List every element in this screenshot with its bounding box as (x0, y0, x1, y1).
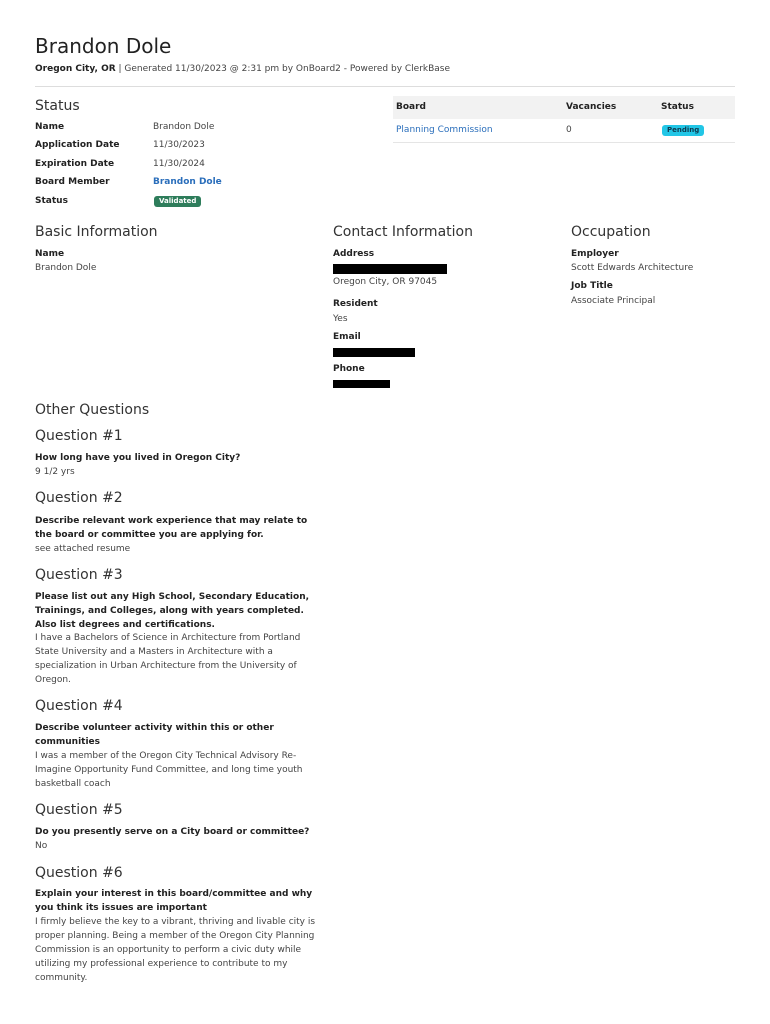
board-member-link[interactable]: Brandon Dole (153, 177, 222, 187)
employer-label: Employer (571, 249, 619, 259)
question-4-title: Question #4 (35, 698, 123, 714)
question-5-answer: No (35, 841, 48, 851)
question-5-title: Question #5 (35, 802, 123, 818)
question-2-title: Question #2 (35, 490, 123, 506)
job-title-value: Associate Principal (571, 296, 656, 306)
question-6-prompt: Explain your interest in this board/committee and why you think its issues are important (35, 889, 313, 913)
question-1-title: Question #1 (35, 428, 123, 444)
question-3-prompt: Please list out any High School, Secondary Education, Trainings, and Colleges, along with years completed. Also list degrees and certifications. (35, 592, 310, 630)
status-name-value: Brandon Dole (153, 122, 215, 132)
occupation-heading: Occupation (571, 224, 651, 240)
basic-name-label: Name (35, 249, 65, 259)
phone-label: Phone (333, 364, 365, 374)
job-title-label: Job Title (571, 281, 613, 291)
question-1-answer: 9 1/2 yrs (35, 467, 75, 477)
question-3-title: Question #3 (35, 567, 123, 583)
vacancies-value: 0 (566, 125, 572, 135)
address-city-value: Oregon City, OR 97045 (333, 277, 438, 287)
generated-line (35, 64, 450, 74)
board-name-link[interactable]: Planning Commission (396, 125, 493, 135)
address-redaction (333, 264, 447, 274)
generated-info: | Generated 11/30/2023 @ 2:31 pm by OnBoard2 - Powered by ClerkBase (115, 64, 451, 74)
boards-table (393, 96, 735, 143)
application-date-value: 11/30/2023 (153, 140, 205, 150)
question-4-answer: I was a member of the Oregon City Technical Advisory Re-Imagine Opportunity Fund Committee, and long time youth basketball coach (35, 751, 303, 789)
status-label: Status (35, 196, 68, 206)
other-questions-heading: Other Questions (35, 402, 150, 418)
expiration-date-label: Expiration Date (35, 159, 115, 169)
address-label: Address (333, 249, 375, 259)
status-name-label: Name (35, 122, 65, 132)
page-title: Brandon Dole (35, 34, 172, 58)
basic-name-value: Brandon Dole (35, 263, 97, 273)
status-badge: Validated (154, 196, 201, 207)
question-2-answer: see attached resume (35, 544, 131, 554)
status-heading: Status (35, 98, 80, 114)
boards-table-header (393, 96, 735, 119)
question-4-prompt: Describe volunteer activity within this or other communities (35, 723, 274, 747)
status-column-header: Status (661, 102, 694, 112)
question-1-prompt: How long have you lived in Oregon City? (35, 453, 241, 463)
phone-redaction (333, 380, 390, 388)
basic-info-heading: Basic Information (35, 224, 158, 240)
question-3-answer: I have a Bachelors of Science in Architecture from Portland State University and a Masters in Architecture with a specialization in Urban Architecture from the University of Oregon. (35, 633, 301, 685)
question-6-answer: I firmly believe the key to a vibrant, thriving and livable city is proper planning. Being a member of the Oregon City Planning Commission is an opportunity to perform a civic duty while utilizing my professional experience to contribute to my community. (35, 917, 316, 983)
employer-value: Scott Edwards Architecture (571, 263, 694, 273)
resident-value: Yes (333, 314, 348, 324)
vacancies-column-header: Vacancies (566, 102, 617, 112)
board-column-header: Board (396, 102, 426, 112)
expiration-date-value: 11/30/2024 (153, 159, 205, 169)
question-5-prompt: Do you presently serve on a City board or committee? (35, 827, 310, 837)
email-redaction (333, 348, 415, 357)
contact-info-heading: Contact Information (333, 224, 473, 240)
application-date-label: Application Date (35, 140, 120, 150)
question-6-title: Question #6 (35, 865, 123, 881)
email-label: Email (333, 332, 361, 342)
board-member-label: Board Member (35, 177, 110, 187)
resident-label: Resident (333, 299, 378, 309)
table-row (393, 119, 735, 143)
question-2-prompt: Describe relevant work experience that may relate to the board or committee you are applying for. (35, 516, 308, 540)
header-divider (35, 86, 735, 87)
pending-badge: Pending (662, 125, 704, 136)
location-label: Oregon City, OR (35, 64, 116, 74)
